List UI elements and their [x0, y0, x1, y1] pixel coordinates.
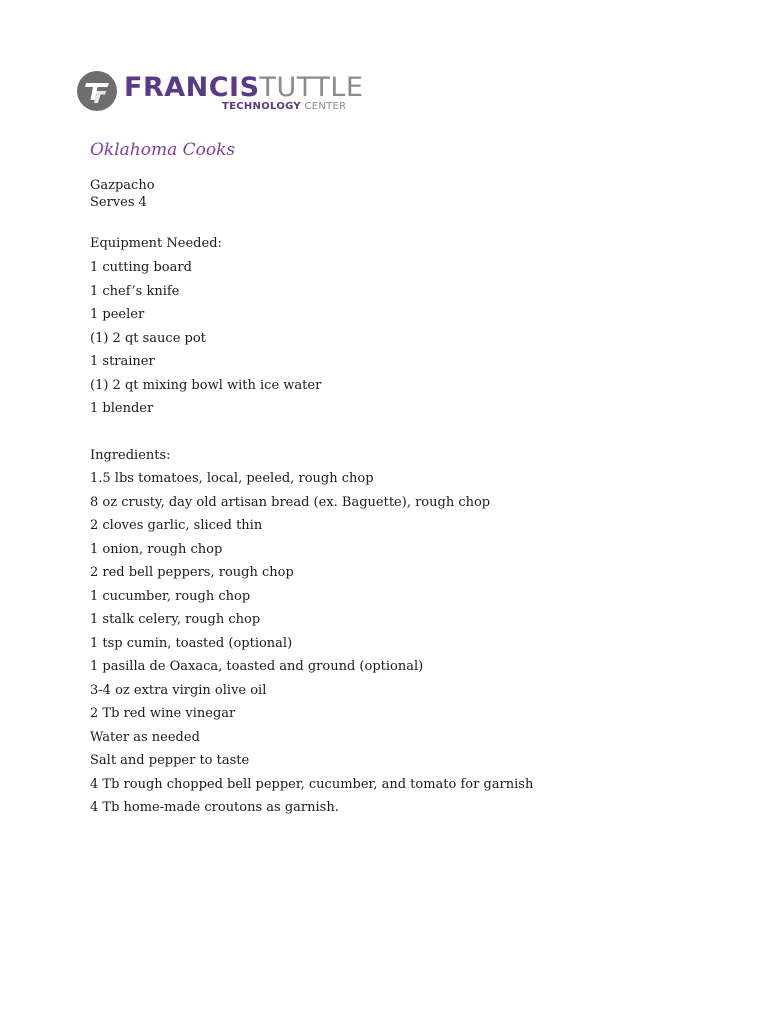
ingredients-label: Ingredients: [90, 448, 171, 463]
francis-tuttle-logo [76, 70, 364, 116]
logo-tagline [222, 101, 346, 113]
ingredient-item: 1 stalk celery, rough chop [90, 612, 261, 627]
ingredient-item: 1 tsp cumin, toasted (optional) [90, 635, 293, 651]
ingredient-item: 1 cucumber, rough chop [90, 588, 251, 604]
equipment-item: (1) 2 qt sauce pot [90, 330, 206, 346]
ingredient-item: 2 Tb red wine vinegar [90, 706, 236, 721]
ingredient-item: 3-4 oz extra virgin olive oil [90, 682, 267, 698]
ingredient-item: Water as needed [90, 729, 200, 745]
ingredient-item: 4 Tb home-made croutons as garnish. [90, 800, 339, 815]
ingredient-item: 1 pasilla de Oaxaca, toasted and ground (optional) [90, 659, 424, 674]
equipment-item: 1 strainer [90, 354, 155, 369]
equipment-label: Equipment Needed: [90, 236, 222, 251]
logo-wordmark [124, 74, 363, 102]
ingredients-list [90, 467, 533, 820]
logo-name-tuttle: TUTTLE [259, 72, 364, 103]
equipment-item: 1 peeler [90, 307, 145, 322]
equipment-item: 1 blender [90, 401, 154, 416]
ingredient-item: 2 cloves garlic, sliced thin [90, 518, 263, 533]
equipment-item: 1 cutting board [90, 260, 192, 275]
page-title: Oklahoma Cooks [90, 140, 236, 160]
equipment-item: 1 chef’s knife [90, 283, 180, 299]
ingredient-item: Salt and pepper to taste [90, 753, 250, 768]
ingredients-section [90, 447, 533, 820]
logo-tagline-center: CENTER [304, 101, 347, 112]
ingredient-item: 8 oz crusty, day old artisan bread (ex. Baguette), rough chop [90, 494, 491, 510]
ingredient-item: 1 onion, rough chop [90, 541, 223, 557]
equipment-item: (1) 2 qt mixing bowl with ice water [90, 377, 322, 393]
logo-tagline-technology: TECHNOLOGY [222, 101, 301, 112]
recipe-serves: Serves 4 [90, 195, 147, 210]
logo-name-francis: FRANCIS [124, 72, 260, 103]
equipment-list [90, 256, 321, 421]
ingredient-item: 2 red bell peppers, rough chop [90, 565, 294, 580]
recipe-header [90, 177, 155, 211]
recipe-name: Gazpacho [90, 178, 155, 193]
francis-tuttle-logo-mark-icon [76, 70, 118, 112]
ingredient-item: 4 Tb rough chopped bell pepper, cucumber, and tomato for garnish [90, 776, 534, 792]
ingredient-item: 1.5 lbs tomatoes, local, peeled, rough chop [90, 471, 374, 486]
equipment-section [90, 235, 321, 421]
